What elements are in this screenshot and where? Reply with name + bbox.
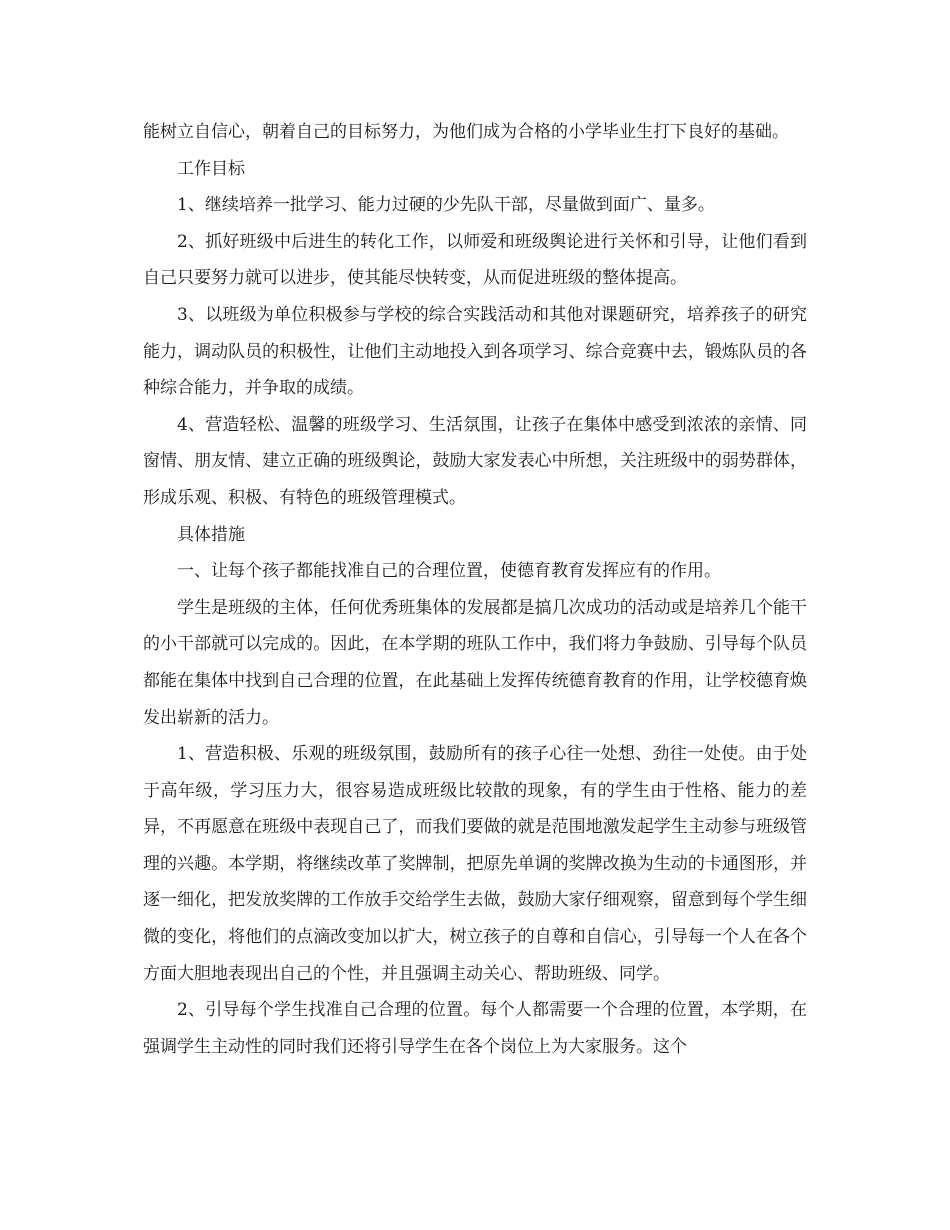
- paragraph-goal-2: 2、抓好班级中后进生的转化工作，以师爱和班级舆论进行关怀和引导，让他们看到自己只要努力就可以进步，使其能尽快转变，从而促进班级的整体提高。: [143, 231, 807, 289]
- heading-work-goals: 工作目标: [177, 158, 245, 179]
- heading-specific-measures: 具体措施: [177, 524, 245, 545]
- paragraph-goal-3: 3、以班级为单位积极参与学校的综合实践活动和其他对课题研究，培养孩子的研究能力，调动队员的积极性，让他们主动地投入到各项学习、综合竞赛中去，锻炼队员的各种综合能力，并争取的成绩。: [143, 304, 807, 399]
- paragraph-intro-continuation: 能树立自信心，朝着自己的目标努力，为他们成为合格的小学毕业生打下良好的基础。: [143, 122, 789, 142]
- paragraph-measure-section-1: 一、让每个孩子都能找准自己的合理位置，使德育教育发挥应有的作用。: [177, 561, 721, 582]
- paragraph-goal-1: 1、继续培养一批学习、能力过硬的少先队干部，尽量做到面广、量多。: [177, 195, 715, 216]
- paragraph-measure-1: 1、营造积极、乐观的班级氛围，鼓励所有的孩子心往一处想、劲往一处使。由于处于高年级，学习压力大，很容易造成班级比较散的现象，有的学生由于性格、能力的差异，不再愿意在班级中表现自己了，而我们要做的就是范围地激发起学生主动参与班级管理的兴趣。本学期，将继续改革了奖牌制，把原先单调的奖牌改换为生动的卡通图形，并逐一细化，把发放奖牌的工作放手交给学生去做，鼓励大家仔细观察，留意到每个学生细微的变化，将他们的点滴改变加以扩大，树立孩子的自尊和自信心，引导每一个人在各个方面大胆地表现出自己的个性，并且强调主动关心、帮助班级、同学。: [143, 744, 807, 984]
- paragraph-measure-2: 2、引导每个学生找准自己合理的位置。每个人都需要一个合理的位置，本学期，在强调学生主动性的同时我们还将引导学生在各个岗位上为大家服务。这个: [143, 1000, 807, 1057]
- document-page: [143, 114, 807, 1065]
- paragraph-goal-4: 4、营造轻松、温馨的班级学习、生活氛围，让孩子在集体中感受到浓浓的亲情、同窗情、朋友情、建立正确的班级舆论，鼓励大家发表心中所想，关注班级中的弱势群体，形成乐观、积极、有特色的班级管理模式。: [143, 414, 807, 508]
- paragraph-students-subject: 学生是班级的主体，任何优秀班集体的发展都是搞几次成功的活动或是培养几个能干的小干部就可以完成的。因此，在本学期的班队工作中，我们将力争鼓励、引导每个队员都能在集体中找到自己合理的位置，在此基础上发挥传统德育教育的作用，让学校德育焕发出崭新的活力。: [143, 597, 807, 728]
